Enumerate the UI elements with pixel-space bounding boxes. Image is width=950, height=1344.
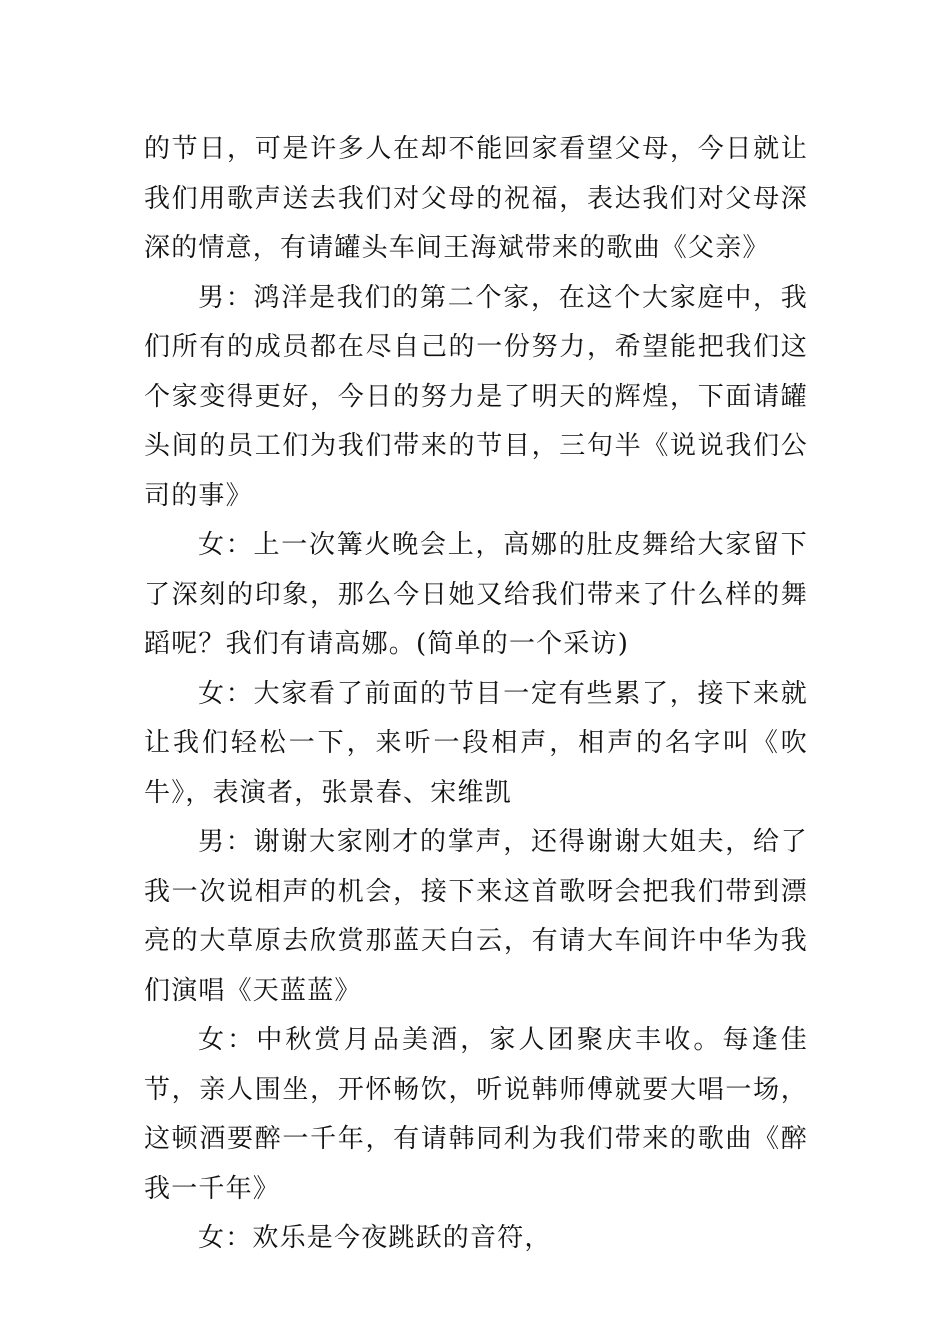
paragraph-male-host-grassland-song: 男：谢谢大家刚才的掌声，还得谢谢大姐夫，给了我一次说相声的机会，接下来这首歌呀会把我们带到漂亮的大草原去欣赏那蓝天白云，有请大车间许中华为我们演唱《天蓝蓝》 <box>144 827 808 1006</box>
document-body <box>144 125 808 1264</box>
paragraph-female-host-crosstalk: 女：大家看了前面的节目一定有些累了，接下来就让我们轻松一下，来听一段相声，相声的名字叫《吹牛》，表演者，张景春、宋维凯 <box>144 678 808 808</box>
paragraph-female-host-joy: 女：欢乐是今夜跳跃的音符， <box>198 1223 552 1253</box>
paragraph-female-host-belly-dance: 女：上一次篝火晚会上，高娜的肚皮舞给大家留下了深刻的印象，那么今日她又给我们带来了什么样的舞蹈呢？我们有请高娜。(简单的一个采访) <box>144 530 808 659</box>
paragraph-male-host-company-home: 男：鸿洋是我们的第二个家，在这个大家庭中，我们所有的成员都在尽自己的一份努力，希望能把我们这个家变得更好，今日的努力是了明天的辉煌，下面请罐头间的员工们为我们带来的节目，三句半《说说我们公司的事》 <box>144 282 808 511</box>
paragraph-continuation: 的节日，可是许多人在却不能回家看望父母，今日就让我们用歌声送去我们对父母的祝福，表达我们对父母深深的情意，有请罐头车间王海斌带来的歌曲《父亲》 <box>144 134 808 263</box>
paragraph-female-host-mid-autumn: 女：中秋赏月品美酒，家人团聚庆丰收。每逢佳节，亲人围坐，开怀畅饮，听说韩师傅就要大唱一场，这顿酒要醉一千年，有请韩同利为我们带来的歌曲《醉我一千年》 <box>144 1025 808 1204</box>
